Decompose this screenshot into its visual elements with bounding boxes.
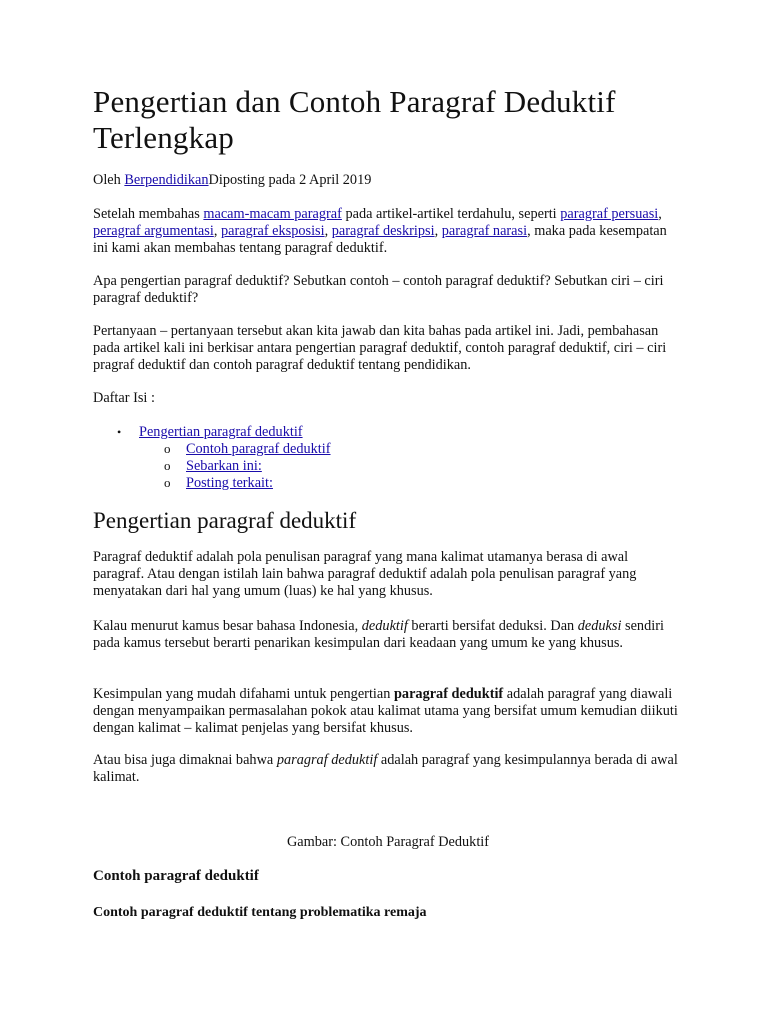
subsubsection-heading: Contoh paragraf deduktif tentang problematika remaja	[93, 905, 427, 920]
toc-link-contoh[interactable]: Contoh paragraf deduktif	[186, 441, 331, 457]
link-paragraf-persuasi[interactable]: paragraf persuasi	[560, 206, 659, 222]
conclusion-paragraph	[93, 686, 682, 737]
subsection-heading: Contoh paragraf deduktif	[93, 868, 259, 884]
byline-prefix: Oleh	[93, 172, 125, 188]
paragraph-text: sendiri pada kamus tersebut berarti penarikan kesimpulan dari keadaan yang umum ke yang khusus.	[93, 618, 664, 651]
byline	[93, 172, 682, 189]
emphasis-text: deduktif	[361, 618, 408, 634]
paragraph-text: berarti bersifat deduksi. Dan	[407, 618, 578, 634]
circle-bullet-icon: o	[164, 475, 171, 490]
intro-text: ,	[434, 223, 442, 239]
toc-label: Daftar Isi :	[93, 390, 155, 406]
link-macam-macam-paragraf[interactable]: macam-macam paragraf	[203, 206, 342, 222]
toc-subitem	[93, 441, 593, 458]
circle-bullet-icon: o	[164, 458, 171, 473]
definition-paragraph: Paragraf deduktif adalah pola penulisan paragraf yang mana kalimat utamanya berasa di awal paragraf. Atau dengan istilah lain bahwa paragraf deduktif adalah pola penulisan paragraf yang menyatakan dari hal yang umum (luas) ke hal yang khusus.	[93, 549, 637, 599]
circle-bullet-icon: o	[164, 441, 171, 456]
page-title: Pengertian dan Contoh Paragraf Deduktif Terlengkap	[93, 84, 616, 155]
intro-text: Setelah membahas	[93, 206, 204, 222]
paragraph-text: adalah paragraf yang kesimpulannya berada di awal kalimat.	[93, 752, 678, 785]
intro-text: ,	[213, 223, 221, 239]
paragraph-text: Kalau menurut kamus besar bahasa Indonesia,	[93, 618, 362, 634]
link-peragraf-argumentasi[interactable]: peragraf argumentasi	[93, 223, 214, 239]
bullet-icon: •	[117, 425, 122, 439]
link-paragraf-narasi[interactable]: paragraf narasi	[441, 223, 528, 239]
posted-date: Diposting pada 2 April 2019	[208, 172, 372, 188]
paragraph-text: Kesimpulan yang mudah difahami untuk pengertian	[93, 686, 394, 702]
author-link[interactable]: Berpendidikan	[124, 172, 209, 188]
intro-text: ,	[324, 223, 332, 239]
intro-paragraph	[93, 206, 682, 257]
toc-link-sebarkan[interactable]: Sebarkan ini:	[186, 458, 262, 474]
section-heading: Pengertian paragraf deduktif	[93, 508, 357, 533]
emphasis-text: deduksi	[577, 618, 622, 634]
kbbi-paragraph	[93, 618, 682, 652]
bold-text: paragraf deduktif	[393, 686, 504, 702]
intro-text: pada artikel-artikel terdahulu, seperti	[341, 206, 561, 222]
intro-text: , maka pada kesempatan ini kami akan membahas tentang paragraf deduktif.	[93, 223, 667, 256]
toc-subitem	[93, 475, 593, 492]
toc-link-posting-terkait[interactable]: Posting terkait:	[186, 475, 273, 491]
link-paragraf-eksposisi[interactable]: paragraf eksposisi	[220, 223, 325, 239]
paragraph-text: adalah paragraf yang diawali dengan menyampaikan permasalahan pokok atau kalimat utama yang bersifat umum kemudian diikuti dengan kalimat – kalimat penjelas yang bersifat khusus.	[93, 686, 678, 736]
link-paragraf-deskripsi[interactable]: paragraf deskripsi	[331, 223, 435, 239]
answer-intro-paragraph: Pertanyaan – pertanyaan tersebut akan kita jawab dan kita bahas pada artikel ini. Jadi, pembahasan pada artikel kali ini berkisar antara pengertian paragraf deduktif, contoh paragraf deduktif, ciri – ciri pragraf deduktif dan contoh paragraf deduktif tentang pendidikan.	[93, 323, 667, 373]
intro-text: ,	[658, 206, 662, 222]
table-of-contents	[93, 424, 593, 492]
emphasis-text: paragraf deduktif	[276, 752, 378, 768]
toc-link-pengertian[interactable]: Pengertian paragraf deduktif	[139, 424, 303, 440]
meaning-paragraph	[93, 752, 682, 786]
toc-subitem	[93, 458, 593, 475]
questions-paragraph: Apa pengertian paragraf deduktif? Sebutkan contoh – contoh paragraf deduktif? Sebutkan ciri – ciri paragraf deduktif?	[93, 273, 664, 306]
paragraph-text: Atau bisa juga dimaknai bahwa	[93, 752, 277, 768]
image-caption: Gambar: Contoh Paragraf Deduktif	[286, 834, 490, 850]
toc-item	[93, 424, 593, 441]
